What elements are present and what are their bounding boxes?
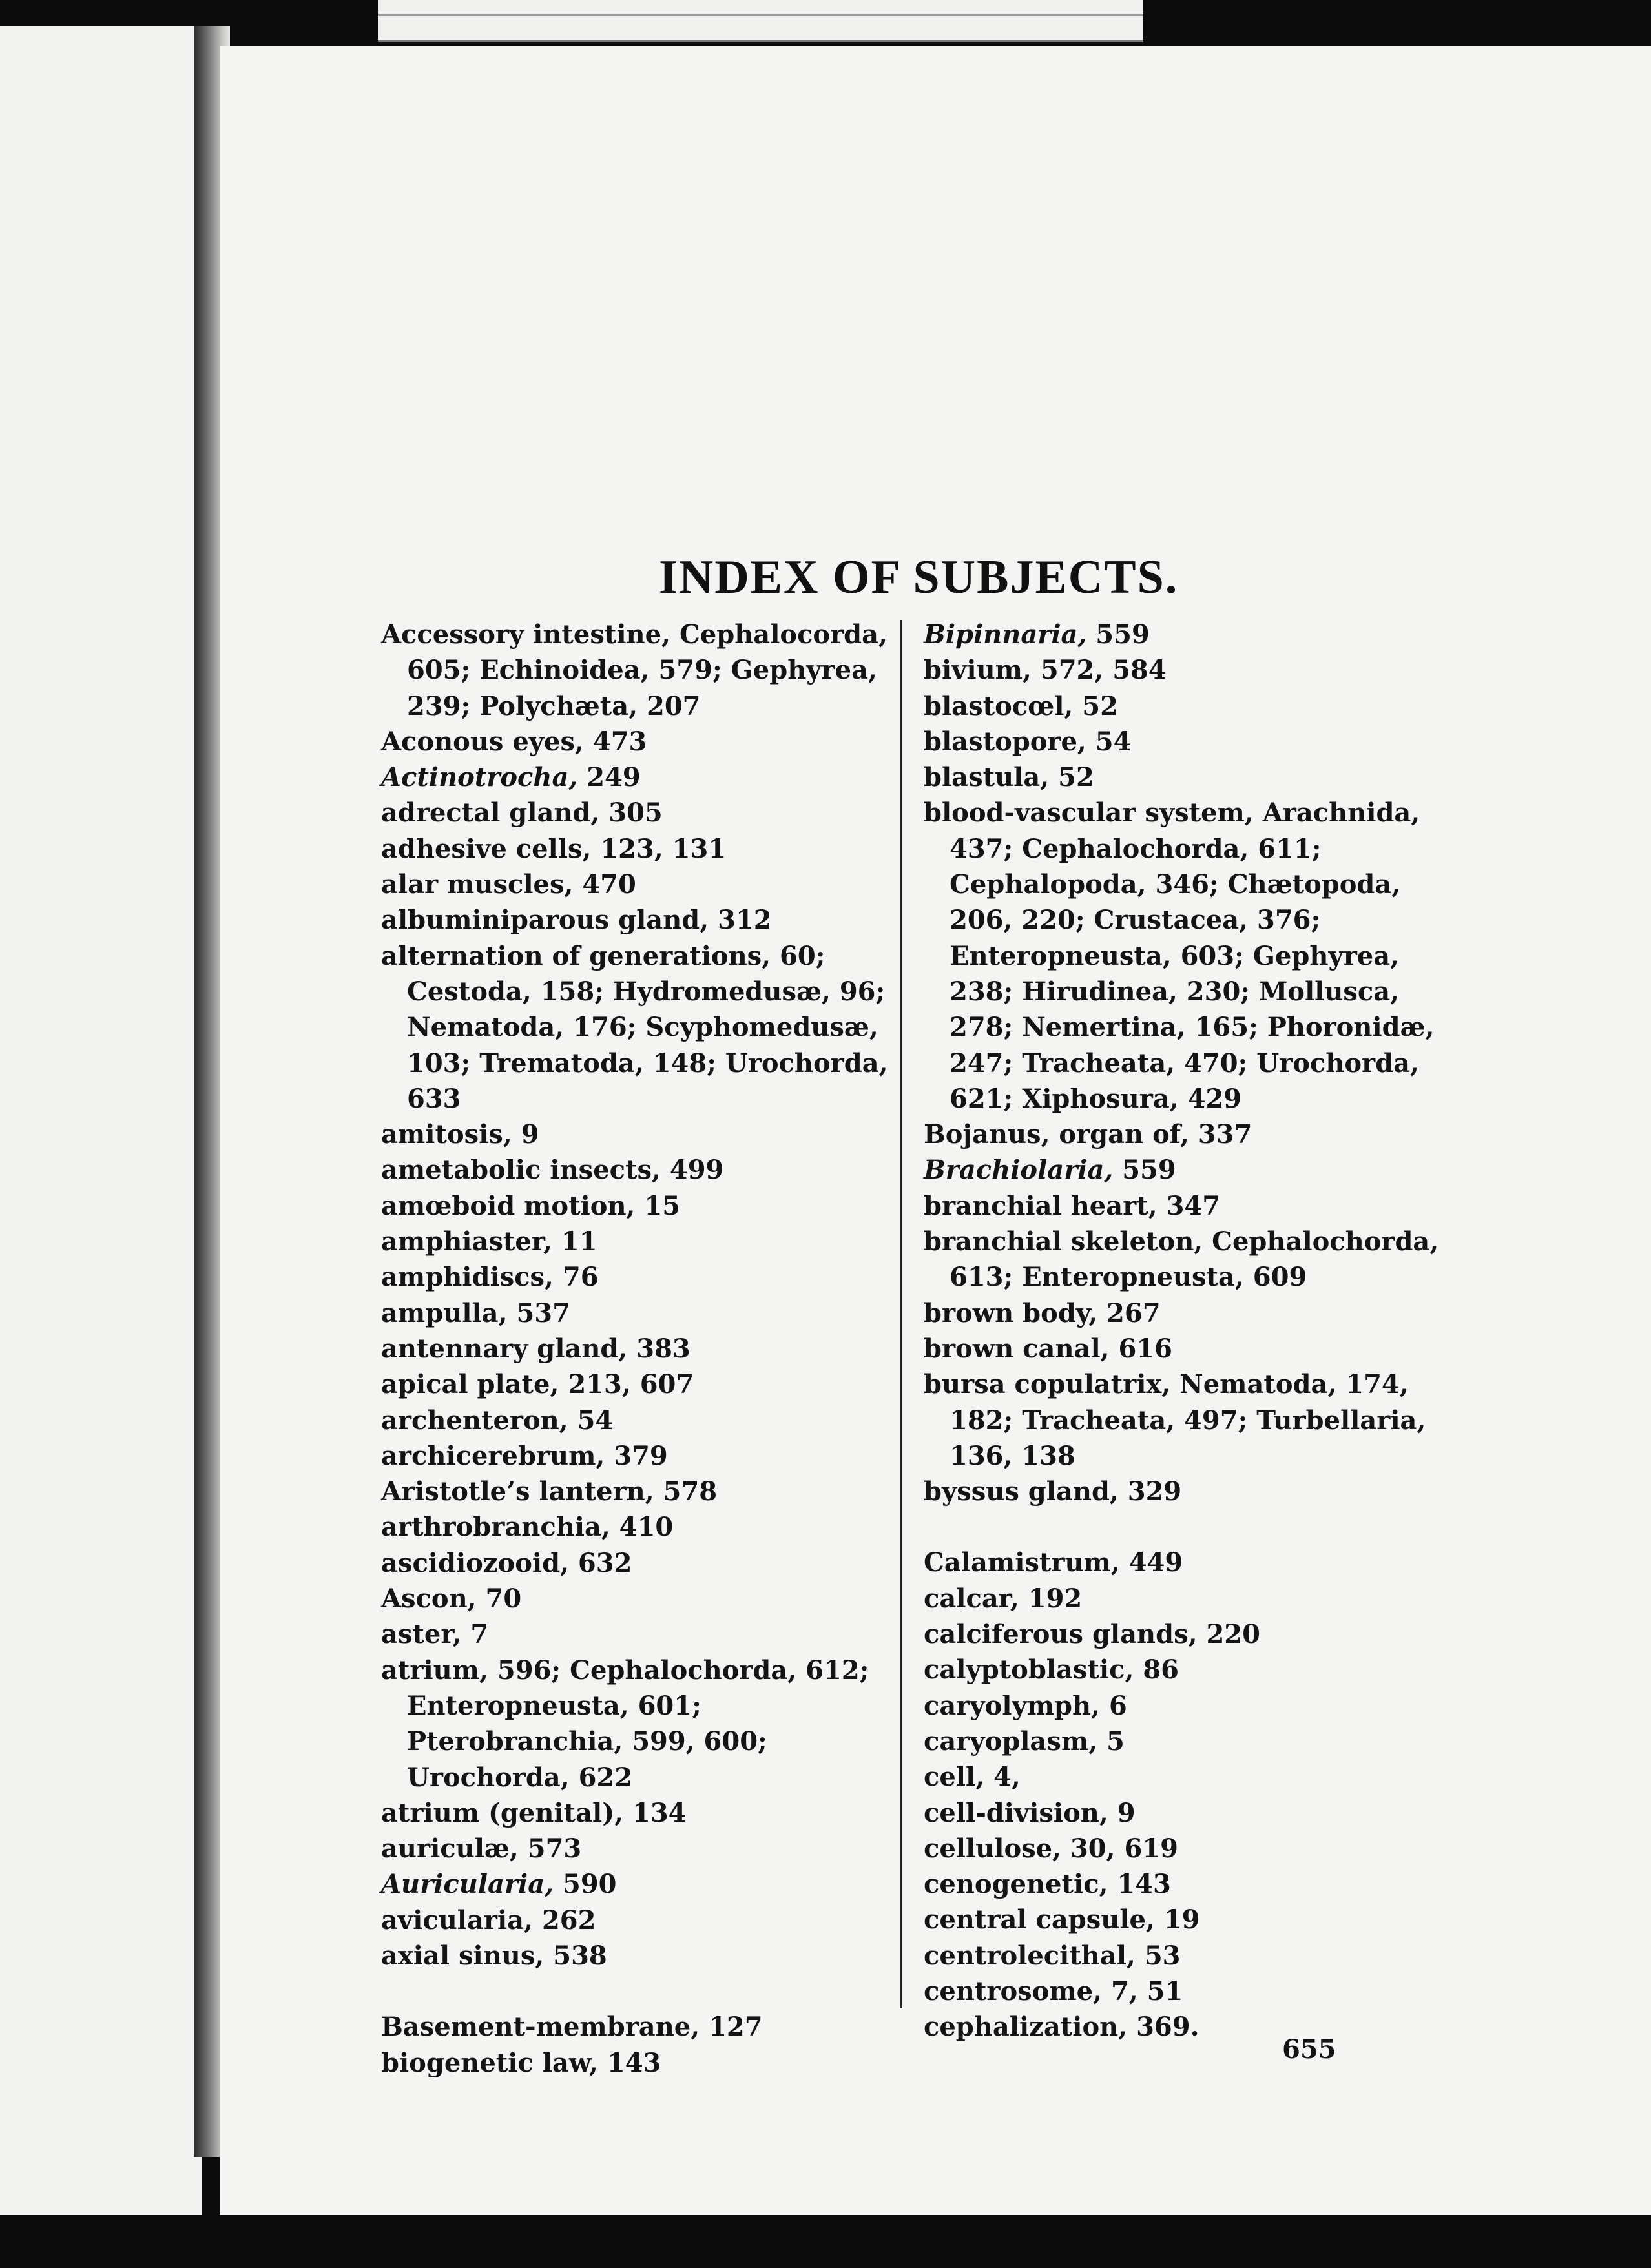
index-term: apical plate, (381, 1369, 559, 1400)
index-entry (924, 1759, 1440, 1795)
index-term: calcar, (924, 1583, 1019, 1614)
index-entry (924, 1902, 1440, 1937)
page-number: 655 (1282, 2034, 1336, 2065)
index-term: branchial skeleton, (924, 1226, 1203, 1257)
index-term: Aconous eyes, (381, 726, 584, 757)
index-entry (381, 1795, 898, 1831)
index-term: brown body, (924, 1297, 1098, 1328)
index-term: ametabolic insects, (381, 1155, 661, 1186)
index-references: Nematoda, 174, 182; Tracheata, 497; Turbellaria, 136, 138 (950, 1369, 1426, 1471)
index-references: 9 (1108, 1797, 1136, 1828)
index-entry (381, 1438, 898, 1474)
index-term: blastopore, (924, 726, 1086, 757)
index-references: 572, 584 (1031, 655, 1167, 686)
index-references: 15 (635, 1190, 681, 1221)
index-entry (381, 1653, 898, 1795)
index-entry (381, 1366, 898, 1402)
index-references: 470 (573, 869, 636, 900)
index-term: cell, (924, 1762, 985, 1793)
index-references: 337 (1189, 1119, 1252, 1150)
index-term: cenogenetic, (924, 1869, 1108, 1900)
index-term: Aristotle’s lantern, (381, 1476, 654, 1507)
index-references: 123, 131 (591, 833, 727, 864)
index-term: Basement-membrane, (381, 2012, 700, 2043)
index-references: 559 (1086, 619, 1150, 650)
index-entry (924, 1688, 1440, 1724)
index-references: 60; Cestoda, 158; Hydromedusæ, 96; Nematoda, 176; Scyphomedusæ, 103; Trematoda, 148; Urochorda, 633 (407, 940, 888, 1114)
index-entry (381, 1117, 898, 1152)
index-references: 52 (1073, 690, 1118, 721)
index-references: 379 (605, 1440, 668, 1471)
index-references: 410 (610, 1512, 674, 1543)
index-term: amphidiscs, (381, 1262, 554, 1293)
adjacent-page-edge (378, 0, 1143, 42)
index-term: cell-division, (924, 1797, 1108, 1828)
index-entry (924, 1188, 1440, 1224)
index-term: caryolymph, (924, 1690, 1101, 1721)
index-references: 347 (1157, 1190, 1221, 1221)
index-entry (381, 1616, 898, 1652)
index-references: 30, 619 (1061, 1833, 1178, 1864)
index-entry (381, 831, 898, 867)
index-entry (381, 759, 898, 795)
index-references: 616 (1109, 1333, 1172, 1364)
index-entry (924, 652, 1440, 688)
index-term: Accessory intestine, (381, 619, 671, 650)
facing-page (0, 26, 202, 2234)
index-entry (924, 688, 1440, 724)
index-term: blood-vascular system, (924, 798, 1254, 829)
index-entry (381, 2009, 898, 2045)
index-entry (381, 1224, 898, 1259)
index-entry (381, 938, 898, 1117)
index-term: ampulla, (381, 1297, 508, 1328)
index-entry (924, 2009, 1440, 2045)
index-term: adrectal gland, (381, 798, 600, 829)
index-term: alar muscles, (381, 869, 574, 900)
index-entry (381, 1902, 898, 1938)
index-references: 578 (654, 1476, 718, 1507)
index-references: 473 (583, 726, 647, 757)
index-column-right (924, 617, 1440, 2045)
index-entry (924, 1295, 1440, 1331)
index-entry (381, 1509, 898, 1545)
index-term: byssus gland, (924, 1476, 1119, 1507)
index-column-left (381, 617, 898, 2081)
index-entry (924, 1152, 1440, 1188)
index-entry (924, 1795, 1440, 1831)
index-references: 305 (599, 798, 663, 829)
index-term: Actinotrocha, (381, 762, 578, 793)
index-entry (924, 1366, 1440, 1474)
index-entry (924, 1866, 1440, 1902)
index-references: 573 (518, 1833, 582, 1864)
index-term: branchial heart, (924, 1190, 1158, 1221)
index-term: amitosis, (381, 1119, 512, 1150)
index-term: biogenetic law, (381, 2047, 598, 2078)
index-references: 127 (700, 2012, 763, 2043)
index-entry (924, 1117, 1440, 1152)
index-term: centrosome, (924, 1975, 1103, 2006)
index-entry (381, 1331, 898, 1366)
index-term: arthrobranchia, (381, 1512, 610, 1543)
index-entry (381, 1259, 898, 1295)
index-references: 143 (1108, 1869, 1171, 1900)
index-term: Calamistrum, (924, 1547, 1120, 1578)
index-references: 312 (709, 905, 772, 936)
index-entry (381, 867, 898, 902)
index-entry (381, 1545, 898, 1581)
index-references: 134 (623, 1797, 687, 1828)
index-term: avicularia, (381, 1904, 534, 1935)
index-entry (381, 2045, 898, 2081)
index-term: auriculæ, (381, 1833, 519, 1864)
index-entry (924, 1224, 1440, 1295)
index-entry (924, 795, 1440, 1117)
index-entry (381, 1938, 898, 1974)
index-term: Bojanus, organ of, (924, 1119, 1189, 1150)
index-entry (924, 1974, 1440, 2009)
index-entry (924, 1331, 1440, 1366)
index-term: Auricularia, (381, 1869, 554, 1900)
index-references: 11 (552, 1226, 597, 1257)
index-references: 559 (1113, 1155, 1176, 1186)
index-entry (381, 1403, 898, 1438)
index-entry (924, 1652, 1440, 1687)
index-entry (381, 1474, 898, 1509)
index-references: 213, 607 (559, 1369, 694, 1400)
index-entry (924, 1616, 1440, 1652)
index-entry (381, 902, 898, 938)
index-references: 369. (1127, 2012, 1199, 2043)
index-references: 499 (660, 1155, 724, 1186)
index-term: adhesive cells, (381, 833, 592, 864)
column-divider (900, 620, 902, 2008)
index-references: 54 (568, 1405, 614, 1436)
index-references: 7, 51 (1102, 1975, 1183, 2006)
index-entry (381, 617, 898, 724)
index-entry (381, 1152, 898, 1188)
index-term: cellulose, (924, 1833, 1062, 1864)
index-term: central capsule, (924, 1904, 1155, 1935)
index-entry (381, 724, 898, 759)
index-references: 596; Cephalochorda, 612; Enteropneusta, 601; Pterobranchia, 599, 600; Urochorda, 622 (407, 1655, 869, 1793)
index-references: 54 (1086, 726, 1132, 757)
index-references: 590 (554, 1869, 617, 1900)
index-references: 9 (512, 1119, 539, 1150)
index-entry (924, 724, 1440, 759)
index-entry (924, 1938, 1440, 1974)
index-entry (924, 617, 1440, 652)
index-references: 53 (1135, 1940, 1181, 1971)
index-references: 220 (1197, 1619, 1260, 1650)
page-title: INDEX OF SUBJECTS. (659, 550, 1179, 604)
index-term: calyptoblastic, (924, 1655, 1134, 1686)
index-references: 267 (1097, 1297, 1161, 1328)
index-entry (381, 1831, 898, 1866)
index-references: Cephalocorda, 605; Echinoidea, 579; Gephyrea, 239; Polychæta, 207 (407, 619, 888, 721)
index-references: 143 (597, 2047, 661, 2078)
index-entry (924, 1724, 1440, 1759)
index-references: 249 (577, 762, 641, 793)
index-term: amphiaster, (381, 1226, 552, 1257)
index-term: centrolecithal, (924, 1940, 1136, 1971)
index-references: 192 (1019, 1583, 1083, 1614)
index-term: alternation of generations, (381, 940, 771, 971)
index-term: bursa copulatrix, (924, 1369, 1171, 1400)
index-term: amœboid motion, (381, 1190, 636, 1221)
index-term: blastula, (924, 762, 1050, 793)
index-entry (381, 1295, 898, 1331)
index-references: 70 (476, 1583, 522, 1614)
index-entry (924, 1474, 1440, 1509)
index-term: archicerebrum, (381, 1440, 605, 1471)
index-entry (924, 1545, 1440, 1580)
index-term: bivium, (924, 655, 1032, 686)
index-term: axial sinus, (381, 1940, 545, 1971)
index-term: Ascon, (381, 1583, 477, 1614)
index-entry (381, 795, 898, 830)
index-entry (924, 1581, 1440, 1616)
index-term: brown canal, (924, 1333, 1110, 1364)
index-references: 537 (507, 1297, 570, 1328)
index-term: blastocœl, (924, 690, 1074, 721)
index-references: 19 (1154, 1904, 1200, 1935)
index-references: 5 (1097, 1726, 1125, 1757)
index-references: Arachnida, 437; Cephalochorda, 611; Cephalopoda, 346; Chætopoda, 206, 220; Crustacea, 376; Enteropneusta, 603; Gephyrea, 238; Hirudinea, 230; Mollusca, 278; Nemertina, 165; Phoronidæ, 247; Tracheata, 470; Urochorda, 621; Xiphosura, 429 (950, 798, 1435, 1114)
index-references: 329 (1118, 1476, 1182, 1507)
index-references: 76 (553, 1262, 599, 1293)
index-term: atrium (genital), (381, 1797, 624, 1828)
index-term: caryoplasm, (924, 1726, 1098, 1757)
index-references: 449 (1119, 1547, 1183, 1578)
index-references: 383 (627, 1333, 691, 1364)
index-references: 86 (1134, 1655, 1179, 1686)
index-references: 6 (1100, 1690, 1127, 1721)
scan-border (0, 2215, 1651, 2268)
index-references: 538 (544, 1940, 607, 1971)
index-entry (381, 1866, 898, 1902)
index-term: ascidiozooid, (381, 1547, 569, 1578)
index-references: 52 (1049, 762, 1094, 793)
index-term: archenteron, (381, 1405, 568, 1436)
index-term: aster, (381, 1619, 462, 1650)
index-references: Cephalochorda, 613; Enteropneusta, 609 (950, 1226, 1439, 1293)
index-term: antennary gland, (381, 1333, 628, 1364)
index-term: Brachiolaria, (924, 1155, 1114, 1186)
index-entry (381, 1581, 898, 1616)
index-term: Bipinnaria, (924, 619, 1087, 650)
index-references: 262 (533, 1904, 596, 1935)
index-entry (381, 1188, 898, 1224)
index-term: albuminiparous gland, (381, 905, 709, 936)
index-term: cephalization, (924, 2012, 1128, 2043)
index-entry (924, 759, 1440, 795)
index-references: 7 (461, 1619, 489, 1650)
index-term: atrium, (381, 1655, 488, 1686)
index-references: 4, (984, 1762, 1021, 1793)
index-term: calciferous glands, (924, 1619, 1198, 1650)
index-entry (924, 1831, 1440, 1866)
index-references: 632 (569, 1547, 632, 1578)
